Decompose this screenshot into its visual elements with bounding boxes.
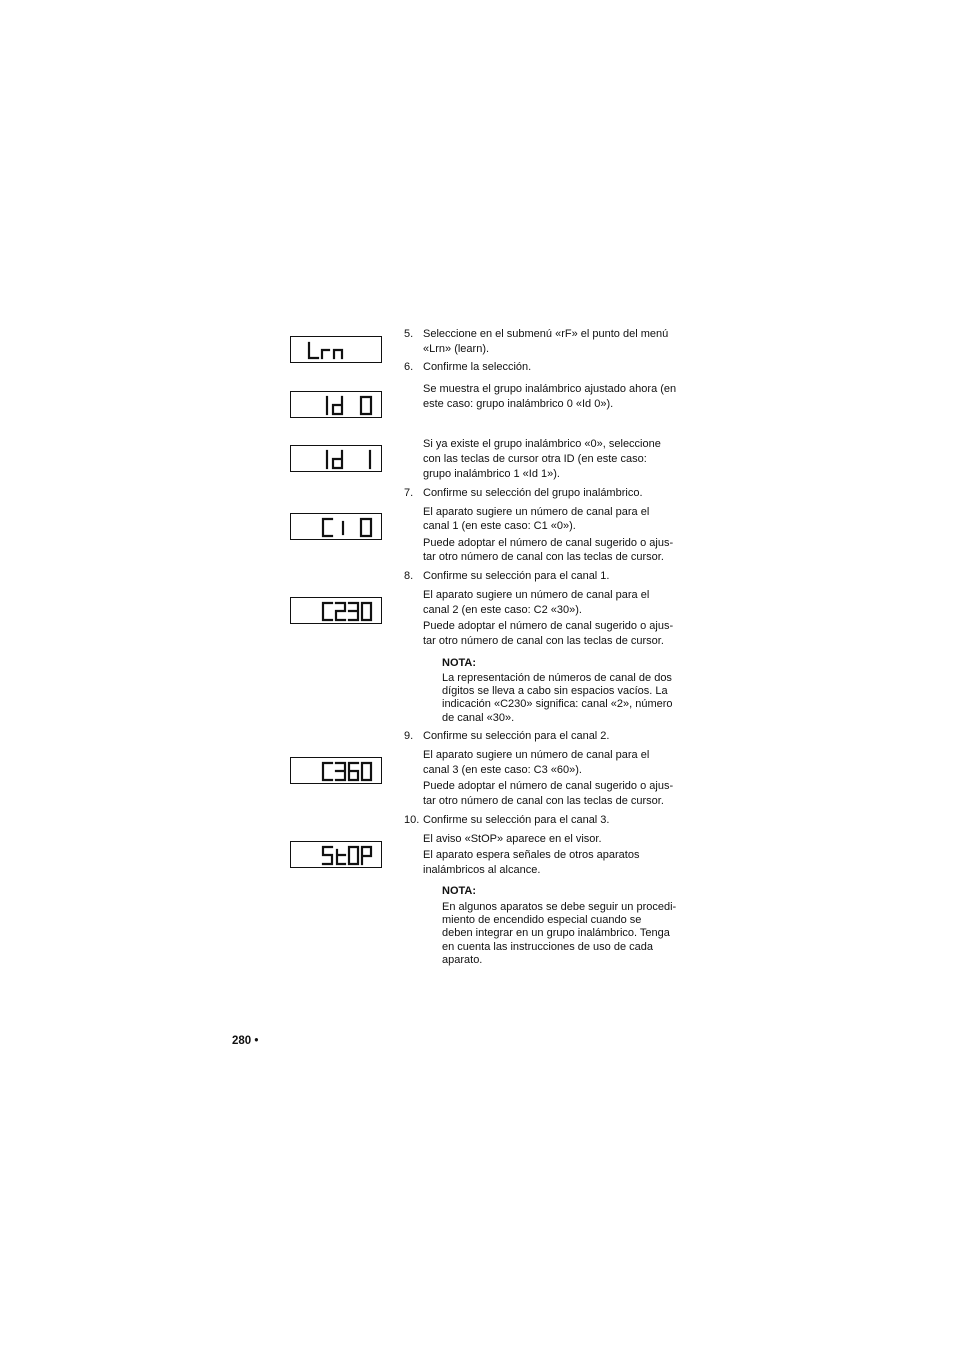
note-title: NOTA: [442,885,477,897]
paragraph: grupo inalámbrico 1 «Id 1»). [423,468,560,480]
step-text: Seleccione en el submenú «rF» el punto del menú [423,328,669,340]
step-text: Confirme su selección para el canal 2. [423,730,610,742]
note-text: indicación «C230» significa: canal «2», número [442,698,673,710]
paragraph: El aviso «StOP» aparece en el visor. [423,833,602,845]
step-text: «Lrn» (learn). [423,343,490,355]
step-text: Confirme la selección. [423,361,532,373]
step-number: 8. [404,570,414,582]
paragraph: este caso: grupo inalámbrico 0 «Id 0»). [423,398,614,410]
note-text: En algunos aparatos se debe seguir un procedi- [442,901,677,913]
paragraph: El aparato sugiere un número de canal para el [423,749,650,761]
paragraph: con las teclas de cursor otra ID (en este caso: [423,453,647,465]
note-text: dígitos se lleva a cabo sin espacios vacíos. La [442,685,668,697]
step-text: Confirme su selección para el canal 3. [423,814,610,826]
paragraph: Se muestra el grupo inalámbrico ajustado ahora (en [423,383,677,395]
step-number: 7. [404,487,414,499]
lcd-display-c10 [290,513,382,540]
step-number: 5. [404,328,414,340]
step-text: Confirme su selección del grupo inalámbrico. [423,487,643,499]
paragraph: canal 3 (en este caso: C3 «60»). [423,764,582,776]
step-number: 10. [404,814,420,826]
paragraph: tar otro número de canal con las teclas de cursor. [423,635,664,647]
note-text: en cuenta las instrucciones de uso de cada [442,941,653,953]
note-text: miento de encendido especial cuando se [442,914,642,926]
step-text: Confirme su selección para el canal 1. [423,570,610,582]
lcd-display-stop [290,841,382,868]
note-text: deben integrar en un grupo inalámbrico. Tenga [442,927,670,939]
lcd-display-id1 [290,445,382,472]
note-text: La representación de números de canal de dos [442,672,672,684]
lcd-display-c360 [290,757,382,784]
step-number: 6. [404,361,414,373]
paragraph: Puede adoptar el número de canal sugerido o ajus- [423,780,674,792]
paragraph: Si ya existe el grupo inalámbrico «0», seleccione [423,438,661,450]
note-text: aparato. [442,954,483,966]
note-text: de canal «30». [442,712,515,724]
paragraph: canal 2 (en este caso: C2 «30»). [423,604,582,616]
paragraph: tar otro número de canal con las teclas de cursor. [423,795,664,807]
lcd-display-c230 [290,597,382,624]
paragraph: tar otro número de canal con las teclas de cursor. [423,551,664,563]
paragraph: Puede adoptar el número de canal sugerido o ajus- [423,620,674,632]
page-number: 280 • [232,1035,259,1047]
lcd-display-lrn [290,336,382,363]
step-number: 9. [404,730,414,742]
paragraph: Puede adoptar el número de canal sugerido o ajus- [423,537,674,549]
paragraph: inalámbricos al alcance. [423,864,541,876]
lcd-display-id0 [290,391,382,418]
paragraph: canal 1 (en este caso: C1 «0»). [423,520,576,532]
note-title: NOTA: [442,657,477,669]
paragraph: El aparato sugiere un número de canal para el [423,506,650,518]
paragraph: El aparato espera señales de otros aparatos [423,849,640,861]
paragraph: El aparato sugiere un número de canal para el [423,589,650,601]
